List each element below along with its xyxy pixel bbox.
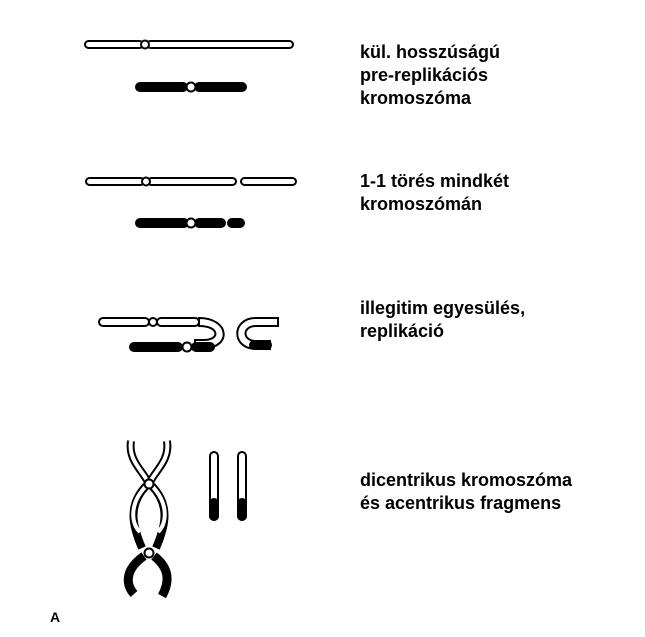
step-1-label: kül. hosszúságú pre-replikációs kromoszóma bbox=[360, 42, 501, 108]
fused-fragment bbox=[237, 318, 278, 349]
fused-chromosome bbox=[99, 318, 224, 352]
long-chromosome-unbroken bbox=[85, 41, 293, 49]
step-4-label: dicentrikus kromoszóma és acentrikus fragmens bbox=[360, 470, 573, 513]
dicentric-chromosome bbox=[128, 441, 167, 596]
short-chromosome-unbroken bbox=[136, 83, 246, 92]
step-2-label: 1-1 törés mindkét kromoszómán bbox=[360, 171, 510, 214]
short-chromosome-broken bbox=[136, 219, 244, 228]
step-3-label: illegitim egyesülés, replikáció bbox=[360, 298, 526, 341]
panel-letter: A bbox=[50, 609, 61, 625]
acentric-fragment bbox=[210, 452, 246, 520]
long-chromosome-broken bbox=[86, 178, 296, 186]
